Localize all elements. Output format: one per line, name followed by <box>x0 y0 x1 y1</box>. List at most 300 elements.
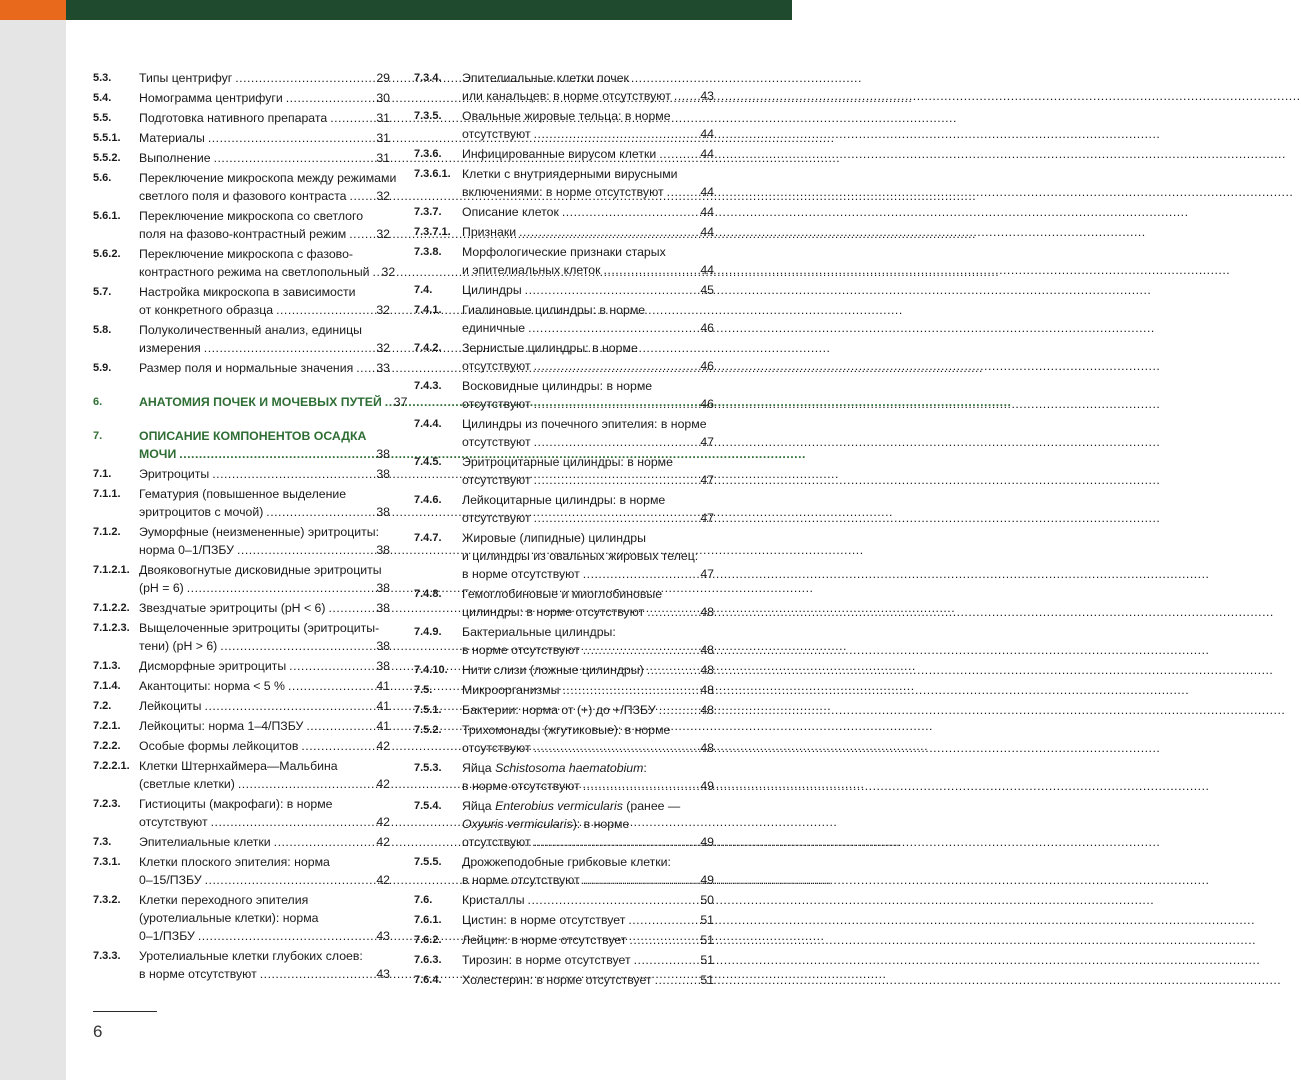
toc-entry <box>93 283 390 319</box>
toc-entry-number: 7.3.2. <box>93 894 121 906</box>
toc-entry-page: 47 <box>700 473 714 487</box>
toc-entry-title-line: Клетки переходного эпителия <box>139 893 309 907</box>
toc-entry-page: 32 <box>376 303 390 317</box>
toc-entry <box>93 757 390 793</box>
toc-entry-leader-line <box>139 69 390 87</box>
toc-entry-title-line: и цилиндры из овальных жировых телец: <box>462 549 699 563</box>
toc-entry <box>414 281 714 299</box>
toc-entry-leader-line <box>139 503 390 521</box>
toc-entry-page: 43 <box>376 967 390 981</box>
toc-entry-page: 47 <box>700 567 714 581</box>
toc-entry-page: 49 <box>700 835 714 849</box>
toc-entry-page: 38 <box>376 505 390 519</box>
toc-entry-title-last-line: Материалы <box>139 131 205 145</box>
toc-entry-number: 7.4.2. <box>414 342 442 354</box>
dot-leader <box>634 951 698 969</box>
toc-entry-leader-line <box>139 657 390 675</box>
dot-leader <box>214 149 374 167</box>
toc-entry-title <box>139 465 390 483</box>
toc-entry-number: 7.1.2.2. <box>93 602 130 614</box>
toc-entry-number: 7.1.2. <box>93 526 121 538</box>
toc-entry-leader-line <box>462 433 714 451</box>
toc-entry <box>93 393 408 411</box>
dot-leader <box>350 187 374 205</box>
dot-leader <box>373 263 379 281</box>
toc-entry <box>414 145 714 163</box>
dot-leader <box>667 183 698 201</box>
toc-entry-page: 38 <box>376 467 390 481</box>
dot-leader <box>562 203 697 221</box>
toc-entry-number: 5.5. <box>93 112 112 124</box>
dot-leader <box>289 657 373 675</box>
toc-entry-leader-line <box>462 777 714 795</box>
dot-leader <box>534 125 698 143</box>
toc-entry-leader-line <box>462 971 714 989</box>
toc-entry-title <box>139 245 396 281</box>
toc-entry-number: 7.5.2. <box>414 724 442 736</box>
toc-entry-title <box>462 453 714 489</box>
toc-entry-leader-line <box>462 565 714 583</box>
toc-entry-leader-line <box>139 263 396 281</box>
toc-entry-title-last-line: отсутствуют <box>462 835 531 849</box>
toc-entry-title-line: Клетки Штернхаймера—Мальбина <box>139 759 338 773</box>
toc-entry-page: 32 <box>376 227 390 241</box>
toc-entry <box>93 207 390 243</box>
toc-entry-title-last-line: Номограмма центрифуги <box>139 91 283 105</box>
toc-entry-number: 5.6.1. <box>93 210 121 222</box>
toc-entry-title <box>462 377 714 413</box>
toc-entry-title <box>462 243 714 279</box>
toc-entry-page: 47 <box>700 511 714 525</box>
toc-entry-title-last-line: Кристаллы <box>462 893 525 907</box>
toc-entry-number: 7.3.7. <box>414 206 442 218</box>
toc-entry <box>93 717 390 735</box>
toc-entry-title <box>462 203 714 221</box>
toc-entry-leader-line <box>139 359 390 377</box>
toc-entry-title <box>139 717 390 735</box>
toc-entry-title-line: Цилиндры из почечного эпителия: в норме <box>462 417 707 431</box>
toc-entry <box>414 585 714 621</box>
toc-entry-leader-line <box>462 951 714 969</box>
toc-entry-title-last-line: Бактерии: норма от (+) до +/ПЗБУ <box>462 703 656 717</box>
toc-entry-title <box>462 853 714 889</box>
toc-entry-leader-line <box>462 471 714 489</box>
toc-entry-title <box>462 701 714 719</box>
toc-entry <box>414 931 714 949</box>
toc-entry-page: 42 <box>376 835 390 849</box>
dot-leader <box>288 677 373 695</box>
toc-entry-page: 31 <box>376 111 390 125</box>
toc-entry-page: 37 <box>393 395 408 409</box>
toc-entry-number: 7.5. <box>414 684 433 696</box>
header-bar-green <box>66 0 792 20</box>
dot-leader <box>647 661 698 679</box>
toc-entry-number: 5.5.1. <box>93 132 121 144</box>
toc-entry <box>414 415 714 451</box>
toc-entry-title-last-line: 0–1/ПЗБУ <box>139 929 195 943</box>
toc-entry-page: 49 <box>700 873 714 887</box>
toc-entry-page: 42 <box>376 739 390 753</box>
toc-entry-number: 7.1.2.1. <box>93 564 130 576</box>
dot-leader <box>583 777 698 795</box>
toc-entry-title-last-line: цилиндры: в норме отсутствуют <box>462 605 645 619</box>
toc-entry <box>93 89 390 107</box>
toc-entry-leader-line <box>139 775 390 793</box>
toc-entry-title-last-line: включениями: в норме отсутствуют <box>462 185 664 199</box>
dot-leader <box>534 471 698 489</box>
toc-entry-page: 32 <box>376 189 390 203</box>
toc-entry-title-line: Полуколичественный анализ, единицы <box>139 323 362 337</box>
toc-entry-number: 7.4.8. <box>414 588 442 600</box>
toc-entry-title-last-line: Особые формы лейкоцитов <box>139 739 299 753</box>
dot-leader <box>237 541 373 559</box>
toc-entry-page: 38 <box>376 581 390 595</box>
toc-entry-title-line: Выщелоченные эритроциты (эритроциты- <box>139 621 380 635</box>
dot-leader <box>385 393 391 411</box>
toc-entry-page: 42 <box>376 815 390 829</box>
toc-entry-leader-line <box>139 393 408 411</box>
toc-entry-title-last-line: поля на фазово-контрастный режим <box>139 227 347 241</box>
toc-entry-title <box>139 737 390 755</box>
toc-entry-leader-line <box>139 445 390 463</box>
toc-entry-title <box>462 339 714 375</box>
toc-entry-title-last-line: в норме отсутствуют <box>462 567 580 581</box>
toc-entry-title-last-line: отсутствуют <box>462 127 531 141</box>
toc-entry <box>414 911 714 929</box>
toc-entry-number: 7.5.3. <box>414 762 442 774</box>
toc-entry-number: 7.4.7. <box>414 532 442 544</box>
page-number: 6 <box>93 1022 103 1041</box>
toc-entry-number: 5.3. <box>93 72 112 84</box>
toc-entry-title <box>139 485 390 521</box>
toc-entry-number: 5.6.2. <box>93 248 121 260</box>
toc-entry-title <box>139 657 390 675</box>
dot-leader <box>205 697 374 715</box>
toc-entry-number: 7.6.3. <box>414 954 442 966</box>
toc-entry <box>93 599 390 617</box>
toc-entry-page: 51 <box>700 913 714 927</box>
dot-leader <box>306 717 373 735</box>
toc-entry-page: 41 <box>376 699 390 713</box>
toc-entry-number: 5.6. <box>93 172 112 184</box>
toc-entry-number: 7.2.2. <box>93 740 121 752</box>
toc-entry-page: 46 <box>700 359 714 373</box>
dot-leader <box>220 637 373 655</box>
toc-entry-title-line: Клетки плоского эпителия: норма <box>139 855 330 869</box>
toc-entry-number: 7.3.8. <box>414 246 442 258</box>
toc-entry-number: 7.3.3. <box>93 950 121 962</box>
left-margin-band <box>0 20 66 1080</box>
toc-entry-number: 7.2.3. <box>93 798 121 810</box>
toc-entry-leader-line <box>462 681 714 699</box>
toc-entry-title-line: Гематурия (повышенное выделение <box>139 487 347 501</box>
toc-entry-leader-line <box>139 697 390 715</box>
toc-entry-title <box>139 795 390 831</box>
toc-entry-title-line: Переключение микроскопа с фазово- <box>139 247 354 261</box>
toc-entry <box>414 681 714 699</box>
dot-leader <box>647 603 697 621</box>
toc-entry-page: 33 <box>376 361 390 375</box>
toc-entry <box>414 491 714 527</box>
toc-entry-title-last-line: Признаки <box>462 225 517 239</box>
toc-entry-title-last-line: отсутствуют <box>462 473 531 487</box>
dot-leader <box>628 911 697 929</box>
dot-leader <box>534 509 698 527</box>
toc-entry-title <box>462 415 714 451</box>
toc-entry-title-last-line: Микроорганизмы <box>462 683 560 697</box>
toc-entry-leader-line <box>139 89 390 107</box>
toc-entry-title-last-line: Цилиндры <box>462 283 522 297</box>
dot-leader <box>659 145 697 163</box>
toc-entry <box>93 485 390 521</box>
toc-entry-number: 7.3.7.1. <box>414 226 451 238</box>
dot-leader <box>274 833 374 851</box>
toc-entry-number: 7.2.1. <box>93 720 121 732</box>
toc-entry-page: 38 <box>376 639 390 653</box>
toc-entry-title-last-line: Подготовка нативного препарата <box>139 111 328 125</box>
toc-entry-title-last-line: Нити слизи (ложные цилиндры) <box>462 663 644 677</box>
toc-entry-title <box>139 149 390 167</box>
toc-entry-title <box>139 891 390 945</box>
toc-entry-title-last-line: или канальцев: в норме отсутствуют <box>462 89 671 103</box>
dot-leader <box>583 641 698 659</box>
toc-entry-title-last-line: в норме отсутствуют <box>462 873 580 887</box>
toc-entry <box>414 301 714 337</box>
dot-leader <box>659 701 698 719</box>
dot-leader <box>525 281 698 299</box>
toc-entry <box>93 169 397 205</box>
toc-entry-leader-line <box>462 871 714 889</box>
dot-leader <box>563 681 698 699</box>
toc-entry-page: 44 <box>700 225 714 239</box>
toc-entry-leader-line <box>139 339 390 357</box>
toc-entry-number: 7.4.10. <box>414 664 448 676</box>
toc-entry <box>93 677 390 695</box>
toc-entry-title <box>462 721 714 757</box>
toc-entry-title <box>139 853 390 889</box>
toc-entry-leader-line <box>139 129 390 147</box>
toc-entry-title-line: Бактериальные цилиндры: <box>462 625 616 639</box>
toc-entry <box>93 523 390 559</box>
toc-entry <box>93 465 390 483</box>
toc-entry-title-last-line: в норме отсутствуют <box>462 643 580 657</box>
toc-entry-number: 7.1.1. <box>93 488 121 500</box>
toc-entry-number: 7.4.9. <box>414 626 442 638</box>
toc-entry-title-line: Уротелиальные клетки глубоких слоев: <box>139 949 363 963</box>
toc-entry-page: 32 <box>376 341 390 355</box>
toc-entry-number: 7.3. <box>93 836 112 848</box>
toc-entry-title <box>462 623 714 659</box>
toc-entry-title <box>139 619 390 655</box>
toc-entry-number: 7.3.6.1. <box>414 168 451 180</box>
toc-entry-page: 51 <box>700 933 714 947</box>
toc-entry-page: 42 <box>376 777 390 791</box>
toc-entry-title <box>462 301 714 337</box>
toc-entry-page: 46 <box>700 321 714 335</box>
toc-entry <box>414 759 714 795</box>
toc-entry-title-line: Эритроцитарные цилиндры: в норме <box>462 455 673 469</box>
toc-entry-title <box>139 321 390 357</box>
toc-entry-title-last-line: Акантоциты: норма < 5 % <box>139 679 285 693</box>
toc-entry-page: 29 <box>376 71 390 85</box>
dot-leader <box>583 871 698 889</box>
toc-entry <box>93 129 390 147</box>
toc-entry-title-last-line: в норме отсутствуют <box>462 779 580 793</box>
toc-entry-title <box>462 145 714 163</box>
toc-column-right <box>414 69 714 989</box>
toc-entry-page: 49 <box>700 779 714 793</box>
toc-entry-title-line: Трихомонады (жгутиковые): в норме <box>462 723 671 737</box>
toc-entry-page: 38 <box>376 659 390 673</box>
dot-leader <box>655 971 698 989</box>
toc-entry-title <box>462 797 714 851</box>
toc-entry-leader-line <box>462 145 714 163</box>
toc-entry-title-last-line: Дисморфные эритроциты <box>139 659 287 673</box>
toc-entry-page: 44 <box>700 185 714 199</box>
toc-entry-leader-line <box>139 927 390 945</box>
toc-entry <box>93 833 390 851</box>
toc-entry-leader-line <box>462 509 714 527</box>
toc-entry-leader-line <box>139 871 390 889</box>
dot-leader <box>330 109 373 127</box>
toc-entry <box>414 721 714 757</box>
toc-entry <box>414 69 714 105</box>
toc-entry-title-last-line: в норме отсутствуют <box>139 967 257 981</box>
toc-entry-title-line: Гемоглобиновые и миоглобиновые <box>462 587 663 601</box>
toc-entry-title <box>139 359 390 377</box>
dot-leader <box>674 87 697 105</box>
toc-entry <box>93 853 390 889</box>
toc-entry <box>414 853 714 889</box>
toc-entry-leader-line <box>139 187 390 205</box>
toc-entry <box>414 951 714 969</box>
toc-entry-leader-line <box>462 603 714 621</box>
toc-entry-title <box>462 107 714 143</box>
toc-entry-page: 44 <box>700 127 714 141</box>
toc-entry-number: 5.4. <box>93 92 112 104</box>
toc-entry-title-line: Яйца Schistosoma haematobium: <box>462 761 647 775</box>
toc-entry-number: 7.2. <box>93 700 112 712</box>
toc-entry-title <box>462 491 714 527</box>
dot-leader <box>187 579 374 597</box>
toc-entry-leader-line <box>462 911 714 929</box>
toc-entry-title-last-line: контрастного режима на светлопольный <box>139 265 370 279</box>
toc-entry-number: 7.5.5. <box>414 856 442 868</box>
toc-entry-leader-line <box>139 109 390 127</box>
toc-entry-title-line: Эуморфные (неизмененные) эритроциты: <box>139 525 379 539</box>
toc-entry <box>93 697 390 715</box>
toc-entry-leader-line <box>462 183 714 201</box>
toc-entry-title-line: ОПИСАНИЕ КОМПОНЕНТОВ ОСАДКА <box>139 429 367 443</box>
toc-entry-number: 5.8. <box>93 324 112 336</box>
toc-entry-page: 31 <box>376 131 390 145</box>
toc-entry-title <box>139 69 390 87</box>
dot-leader <box>629 931 697 949</box>
toc-entry-title <box>462 223 714 241</box>
toc-entry-title-last-line: измерения <box>139 341 201 355</box>
toc-entry-title-last-line: тени) (pH > 6) <box>139 639 218 653</box>
toc-entry-title-line: Морфологические признаки старых <box>462 245 666 259</box>
toc-entry-title-last-line: отсутствуют <box>462 359 531 373</box>
toc-entry-title-last-line: Эритроциты <box>139 467 210 481</box>
toc-entry-leader-line <box>139 717 390 735</box>
toc-entry-leader-line <box>462 661 714 679</box>
toc-entry-title-line: Гиалиновые цилиндры: в норме <box>462 303 646 317</box>
toc-entry-leader-line <box>462 833 714 851</box>
toc-entry-page: 48 <box>700 741 714 755</box>
toc-entry-title-last-line: отсутствуют <box>462 397 531 411</box>
toc-entry-number: 7.1. <box>93 468 112 480</box>
toc-entry-title <box>462 931 714 949</box>
toc-entry-title <box>462 661 714 679</box>
toc-entry-page: 38 <box>376 543 390 557</box>
toc-entry-title-line: Клетки с внутриядерными вирусными <box>462 167 678 181</box>
dot-leader <box>204 339 374 357</box>
toc-entry-title-last-line: эритроцитов с мочой) <box>139 505 264 519</box>
toc-entry-number: 7.6.1. <box>414 914 442 926</box>
dot-leader <box>212 465 373 483</box>
dot-leader <box>519 223 697 241</box>
toc-entry-page: 42 <box>376 873 390 887</box>
toc-entry-page: 48 <box>700 703 714 717</box>
toc-entry-leader-line <box>139 579 390 597</box>
toc-entry-number: 7.4.1. <box>414 304 442 316</box>
toc-entry-number: 7.6.2. <box>414 934 442 946</box>
toc-entry-title <box>139 833 390 851</box>
toc-entry-number: 7.3.6. <box>414 148 442 160</box>
toc-entry-page: 32 <box>381 265 396 279</box>
toc-entry-page: 44 <box>700 205 714 219</box>
toc-entry-page: 38 <box>376 447 390 461</box>
toc-entry-page: 30 <box>376 91 390 105</box>
toc-entry-title-last-line: Размер поля и нормальные значения <box>139 361 354 375</box>
toc-entry-number: 7.3.4. <box>414 72 442 84</box>
toc-entry-title <box>462 891 714 909</box>
toc-entry-title <box>139 697 390 715</box>
toc-entry-leader-line <box>462 931 714 949</box>
toc-entry-number: 7.1.4. <box>93 680 121 692</box>
toc-entry-title-line: Дрожжеподобные грибковые клетки: <box>462 855 671 869</box>
toc-entry <box>414 453 714 489</box>
toc-entry <box>414 891 714 909</box>
toc-entry-number: 7.4.6. <box>414 494 442 506</box>
toc-entry-title-last-line: Выполнение <box>139 151 211 165</box>
toc-entry-page: 31 <box>376 151 390 165</box>
toc-entry-title <box>139 89 390 107</box>
dot-leader <box>534 433 698 451</box>
toc-entry <box>414 223 714 241</box>
toc-entry-number: 6. <box>93 396 103 408</box>
toc-entry-page: 38 <box>376 601 390 615</box>
toc-entry-number: 7. <box>93 430 103 442</box>
toc-entry-title-last-line: и эпителиальных клеток <box>462 263 601 277</box>
toc-entry-leader-line <box>462 125 714 143</box>
toc-entry-number: 5.5.2. <box>93 152 121 164</box>
toc-entry-title <box>462 971 714 989</box>
toc-entry <box>93 69 390 87</box>
toc-entry-leader-line <box>139 541 390 559</box>
toc-entry-title-line: Восковидные цилиндры: в норме <box>462 379 653 393</box>
toc-entry <box>414 165 714 201</box>
toc-entry-leader-line <box>462 319 714 337</box>
toc-column-left <box>93 69 408 983</box>
toc-entry <box>93 619 390 655</box>
toc-entry-title-last-line: Тирозин: в норме отсутствует <box>462 953 631 967</box>
toc-entry-title-line: (уротелиальные клетки): норма <box>139 911 319 925</box>
toc-entry-title-last-line: норма 0–1/ПЗБУ <box>139 543 234 557</box>
toc-entry-title <box>139 599 390 617</box>
toc-entry-leader-line <box>462 357 714 375</box>
